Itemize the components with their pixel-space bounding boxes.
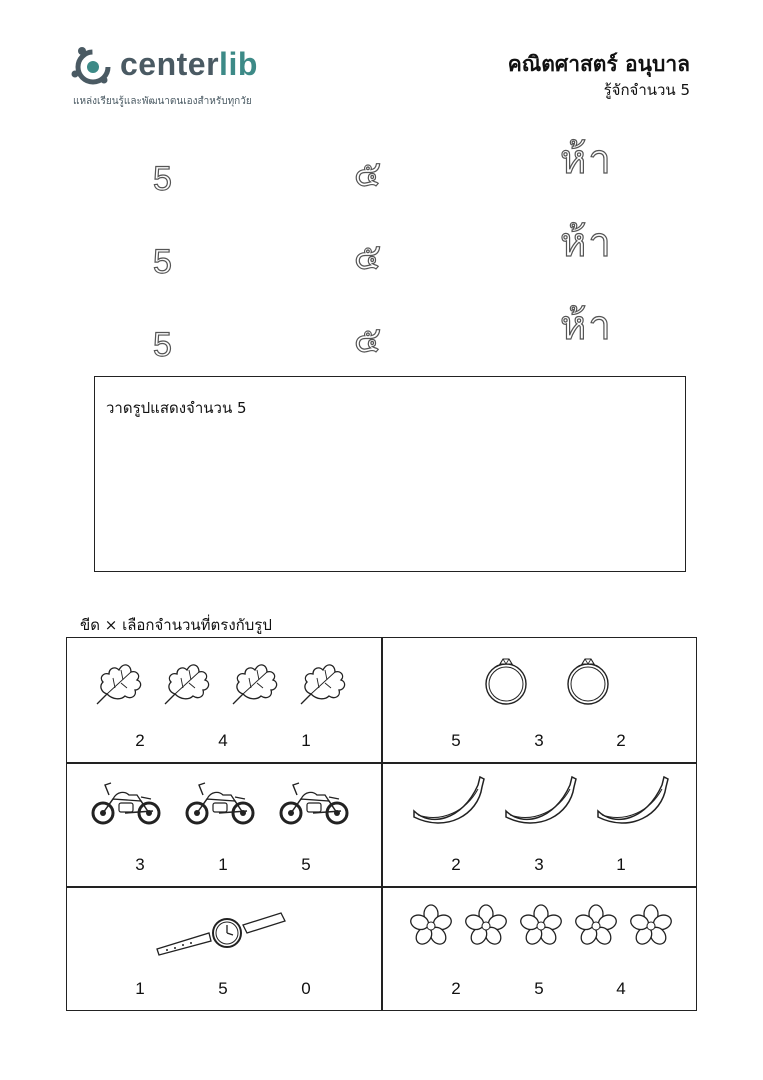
trace-word: ห้า bbox=[560, 220, 613, 266]
exercise-item bbox=[382, 638, 696, 762]
trace-digit: 5 bbox=[153, 243, 174, 281]
answer-option[interactable]: 1 bbox=[616, 855, 626, 874]
exercise-item bbox=[67, 638, 381, 762]
drawing-area-label: วาดรูปแสดงจำนวน 5 bbox=[106, 399, 247, 417]
answer-option[interactable]: 5 bbox=[218, 979, 228, 998]
trace-digit: 5 bbox=[153, 326, 174, 364]
answer-option[interactable]: 2 bbox=[616, 731, 626, 750]
brand-logo bbox=[70, 40, 300, 110]
answer-option[interactable]: 5 bbox=[534, 979, 544, 998]
trace-word: ห้า bbox=[560, 137, 613, 183]
page-subtitle: รู้จักจำนวน 5 bbox=[603, 81, 690, 99]
exercise-item bbox=[67, 763, 381, 886]
answer-option[interactable]: 3 bbox=[534, 731, 544, 750]
page-title: คณิตศาสตร์ อนุบาล bbox=[507, 52, 690, 76]
brand-tagline: แหล่งเรียนรู้และพัฒนาตนเองสำหรับทุกวัย bbox=[73, 96, 252, 107]
exercise-grid bbox=[66, 637, 697, 1011]
answer-option[interactable]: 4 bbox=[616, 979, 626, 998]
answer-option[interactable]: 1 bbox=[135, 979, 145, 998]
exercise-item bbox=[67, 887, 381, 1010]
banana-icon bbox=[412, 775, 672, 831]
logo-mark-icon bbox=[70, 44, 116, 90]
brand-name: centerlib bbox=[120, 46, 258, 82]
answer-option[interactable]: 3 bbox=[135, 855, 145, 874]
answer-option[interactable]: 1 bbox=[301, 731, 311, 750]
answer-option[interactable]: 2 bbox=[451, 855, 461, 874]
answer-option[interactable]: 2 bbox=[451, 979, 461, 998]
answer-option[interactable]: 5 bbox=[301, 855, 311, 874]
answer-option[interactable]: 4 bbox=[218, 731, 228, 750]
answer-option[interactable]: 3 bbox=[534, 855, 544, 874]
motorcycle-icon bbox=[91, 777, 353, 827]
answer-option[interactable]: 5 bbox=[451, 731, 461, 750]
exercise-item bbox=[382, 763, 696, 886]
answer-option[interactable]: 1 bbox=[218, 855, 228, 874]
trace-digit: 5 bbox=[153, 160, 174, 198]
leaf-icon bbox=[93, 658, 353, 708]
flower-icon bbox=[410, 905, 672, 947]
answer-option[interactable]: 2 bbox=[135, 731, 145, 750]
answer-option[interactable]: 0 bbox=[301, 979, 311, 998]
drawing-area[interactable] bbox=[94, 376, 686, 572]
trace-word: ห้า bbox=[560, 303, 613, 349]
exercise-item bbox=[382, 887, 696, 1010]
trace-thai-digit: ๕ bbox=[354, 237, 384, 278]
exercise-instruction: ขีด × เลือกจำนวนที่ตรงกับรูป bbox=[80, 616, 272, 634]
trace-thai-digit: ๕ bbox=[354, 154, 384, 195]
ring-icon bbox=[484, 654, 614, 706]
trace-thai-digit: ๕ bbox=[354, 320, 384, 361]
watch-icon bbox=[155, 909, 287, 955]
